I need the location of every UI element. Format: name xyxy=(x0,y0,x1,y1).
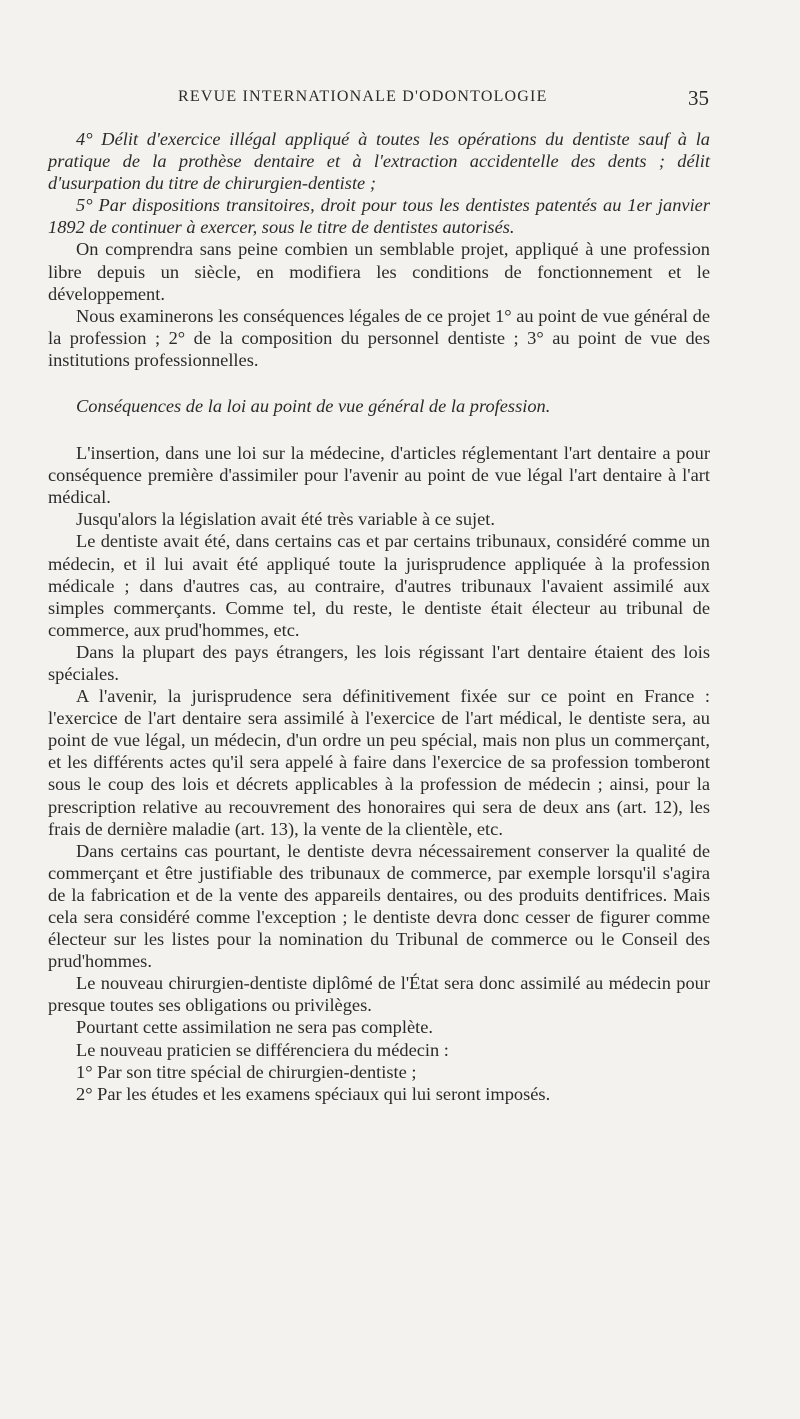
paragraph: 2° Par les études et les examens spéciaux qui lui seront imposés. xyxy=(76,1083,551,1104)
paragraph: Jusqu'alors la législation avait été très variable à ce sujet. xyxy=(76,509,495,530)
page-number: 35 xyxy=(688,86,709,110)
paragraph: 4° Délit d'exercice illégal appliqué à toutes les opérations du dentiste sauf à la pratique de la prothèse dentaire et à l'extraction accidentelle des dents ; délit d'usurpation du titre de chirurgien-dentiste ; xyxy=(48,129,710,194)
paragraph: Pourtant cette assimilation ne sera pas complète. xyxy=(76,1017,433,1038)
paragraph: Dans la plupart des pays étrangers, les lois régissant l'art dentaire étaient des lois spéciales. xyxy=(48,641,710,684)
body-text xyxy=(48,128,710,1105)
section-heading: Conséquences de la loi au point de vue général de la profession. xyxy=(76,396,551,417)
paragraph: 1° Par son titre spécial de chirurgien-dentiste ; xyxy=(76,1061,417,1082)
paragraph: Dans certains cas pourtant, le dentiste devra nécessairement conserver la qualité de commerçant et être justifiable des tribunaux de commerce, par exemple lorsqu'il s'agira de la fabrication et de la vente des appareils dentaires, ou des produits dentifrices. Mais cela sera considéré comme l'exception ; le dentiste devra donc cesser de figurer comme électeur sur les listes pour la nomination du Tribunal de commerce ou le Conseil des prud'hommes. xyxy=(48,840,710,972)
page-header xyxy=(48,88,709,114)
paragraph: On comprendra sans peine combien un semblable projet, appliqué à une profession libre depuis un siècle, en modifiera les conditions de fonctionnement et le développement. xyxy=(48,239,710,304)
paragraph: Le dentiste avait été, dans certains cas et par certains tribunaux, considéré comme un médecin, et il lui avait été appliqué toute la jurisprudence appliquée à la profession médicale ; dans d'autres cas, au contraire, d'autres tribunaux l'avaient assimilé aux simples commerçants. Comme tel, du reste, le dentiste était électeur au tribunal de commerce, aux prud'hommes, etc. xyxy=(48,531,710,640)
paragraph: Le nouveau praticien se différenciera du médecin : xyxy=(76,1039,449,1060)
paragraph: Le nouveau chirurgien-dentiste diplômé de l'État sera donc assimilé au médecin pour presque toutes ses obligations ou privilèges. xyxy=(48,973,710,1016)
paragraph: A l'avenir, la jurisprudence sera définitivement fixée sur ce point en France : l'exercice de l'art dentaire sera assimilé à l'exercice de l'art médical, le dentiste sera, au point de vue légal, un médecin, d'un ordre un peu spécial, mais non plus un commerçant, et les différents actes qu'il sera appelé à faire dans l'exercice de sa profession tomberont sous le coup des lois et décrets applicables à la profession de médecin ; ainsi, pour la prescription relative au recouvrement des honoraires qui sera de deux ans (art. 12), les frais de dernière maladie (art. 13), la vente de la clientèle, etc. xyxy=(48,686,710,839)
paragraph: 5° Par dispositions transitoires, droit pour tous les dentistes patentés au 1er janvier 1892 de continuer à exercer, sous le titre de dentistes autorisés. xyxy=(48,195,710,238)
paragraph: L'insertion, dans une loi sur la médecine, d'articles réglementant l'art dentaire a pour conséquence première d'assimiler pour l'avenir au point de vue légal l'art dentaire à l'art médical. xyxy=(48,443,710,508)
paragraph: Nous examinerons les conséquences légales de ce projet 1° au point de vue général de la profession ; 2° de la composition du personnel dentiste ; 3° au point de vue des institutions professionnelles. xyxy=(48,305,710,370)
running-title: REVUE INTERNATIONALE D'ODONTOLOGIE xyxy=(178,88,548,105)
